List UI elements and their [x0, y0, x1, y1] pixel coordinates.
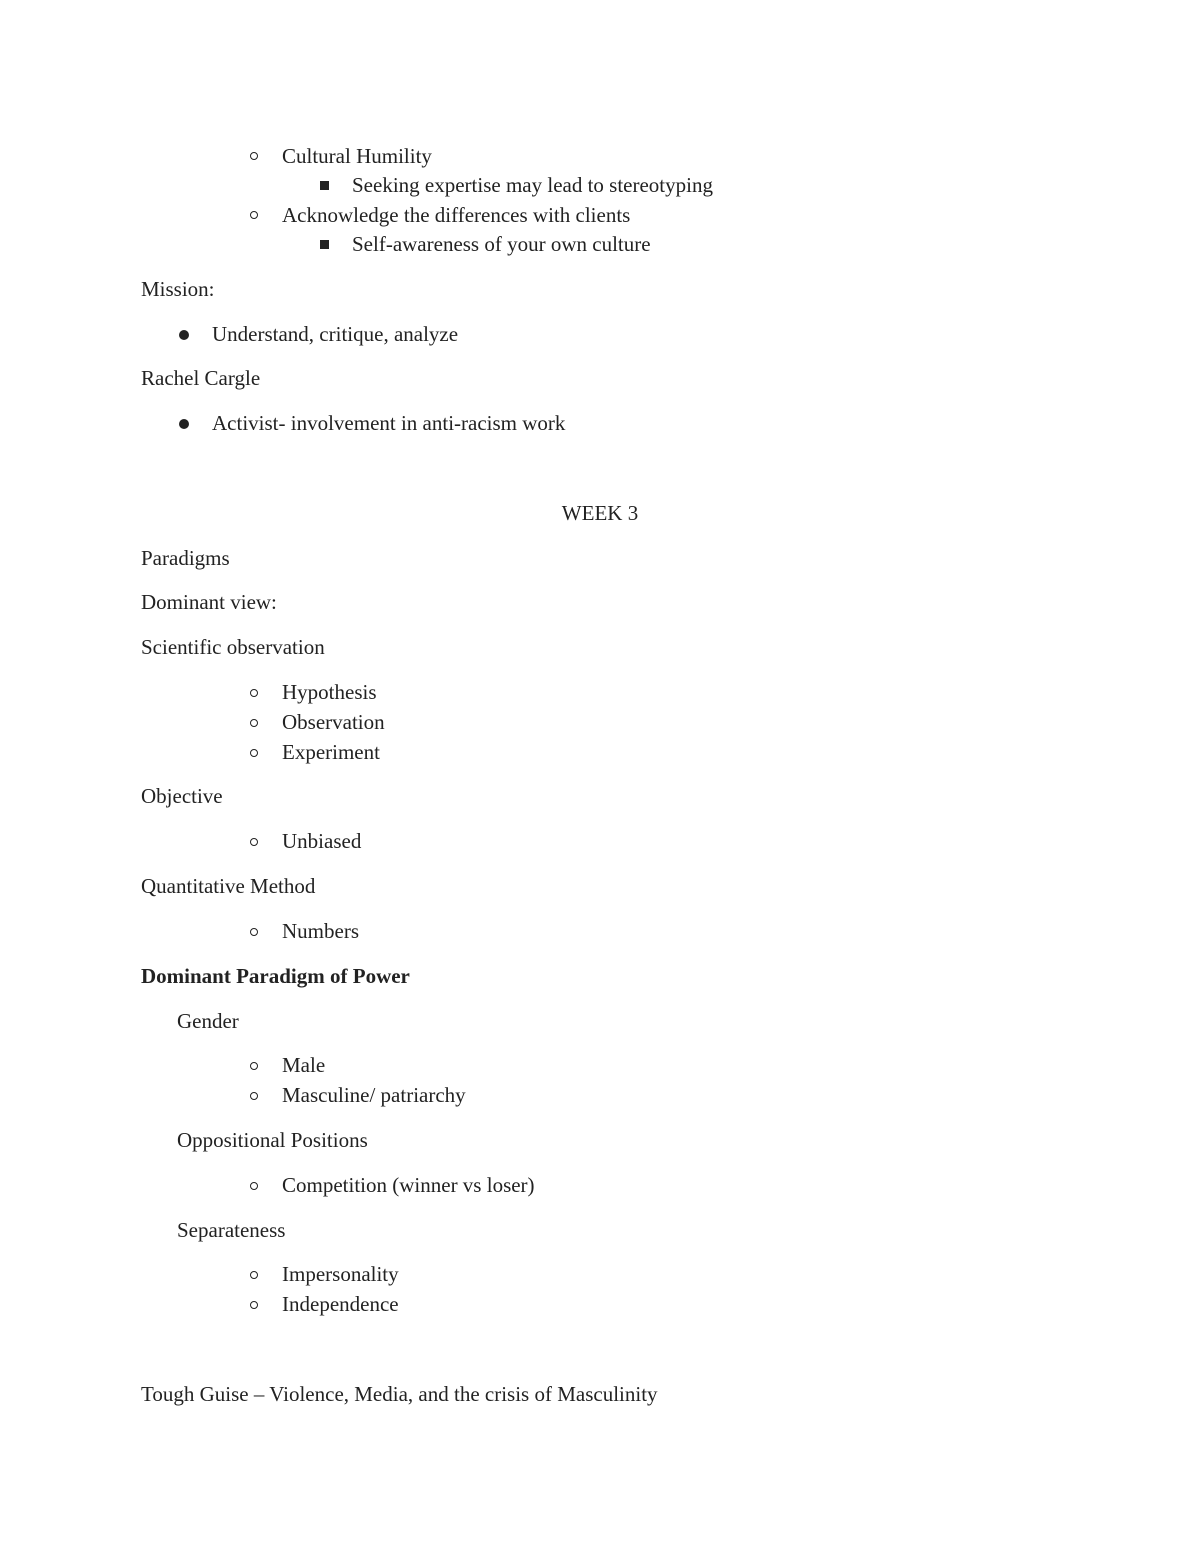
list-item: Acknowledge the differences with clients	[282, 203, 631, 227]
square-bullet-icon	[320, 181, 329, 190]
list-item: Masculine/ patriarchy	[282, 1083, 466, 1107]
heading-dominant-paradigm-power: Dominant Paradigm of Power	[141, 964, 410, 988]
subheading-separateness: Separateness	[177, 1218, 286, 1242]
heading-paradigms: Paradigms	[141, 546, 230, 570]
filled-bullet-icon	[179, 419, 189, 429]
list-item: Activist- involvement in anti-racism work	[212, 411, 566, 435]
list-item: Seeking expertise may lead to stereotyping	[352, 173, 713, 197]
square-bullet-icon	[320, 240, 329, 249]
hollow-bullet-icon	[250, 211, 258, 219]
hollow-bullet-icon	[250, 1092, 258, 1100]
list-item: Male	[282, 1053, 326, 1077]
hollow-bullet-icon	[250, 719, 258, 727]
list-item: Competition (winner vs loser)	[282, 1173, 535, 1197]
list-item: Independence	[282, 1292, 399, 1316]
heading-dominant-view: Dominant view:	[141, 590, 277, 614]
list-item: Unbiased	[282, 829, 362, 853]
list-item: Cultural Humility	[282, 144, 432, 168]
hollow-bullet-icon	[250, 152, 258, 160]
heading-rachel-cargle: Rachel Cargle	[141, 366, 261, 390]
week-title: WEEK 3	[561, 501, 639, 525]
list-item: Observation	[282, 710, 385, 734]
list-item: Impersonality	[282, 1262, 399, 1286]
heading-mission: Mission:	[141, 277, 215, 301]
list-item: Hypothesis	[282, 680, 377, 704]
list-item: Self-awareness of your own culture	[352, 232, 651, 256]
hollow-bullet-icon	[250, 689, 258, 697]
hollow-bullet-icon	[250, 1182, 258, 1190]
list-item: Understand, critique, analyze	[212, 322, 459, 346]
subheading-gender: Gender	[177, 1009, 239, 1033]
hollow-bullet-icon	[250, 928, 258, 936]
heading-tough-guise: Tough Guise – Violence, Media, and the crisis of Masculinity	[141, 1382, 658, 1406]
heading-quantitative-method: Quantitative Method	[141, 874, 316, 898]
list-item: Numbers	[282, 919, 359, 943]
filled-bullet-icon	[179, 330, 189, 340]
hollow-bullet-icon	[250, 838, 258, 846]
hollow-bullet-icon	[250, 1301, 258, 1309]
hollow-bullet-icon	[250, 1271, 258, 1279]
heading-scientific-observation: Scientific observation	[141, 635, 325, 659]
list-item: Experiment	[282, 740, 380, 764]
hollow-bullet-icon	[250, 1062, 258, 1070]
heading-objective: Objective	[141, 784, 223, 808]
hollow-bullet-icon	[250, 749, 258, 757]
subheading-oppositional-positions: Oppositional Positions	[177, 1128, 368, 1152]
